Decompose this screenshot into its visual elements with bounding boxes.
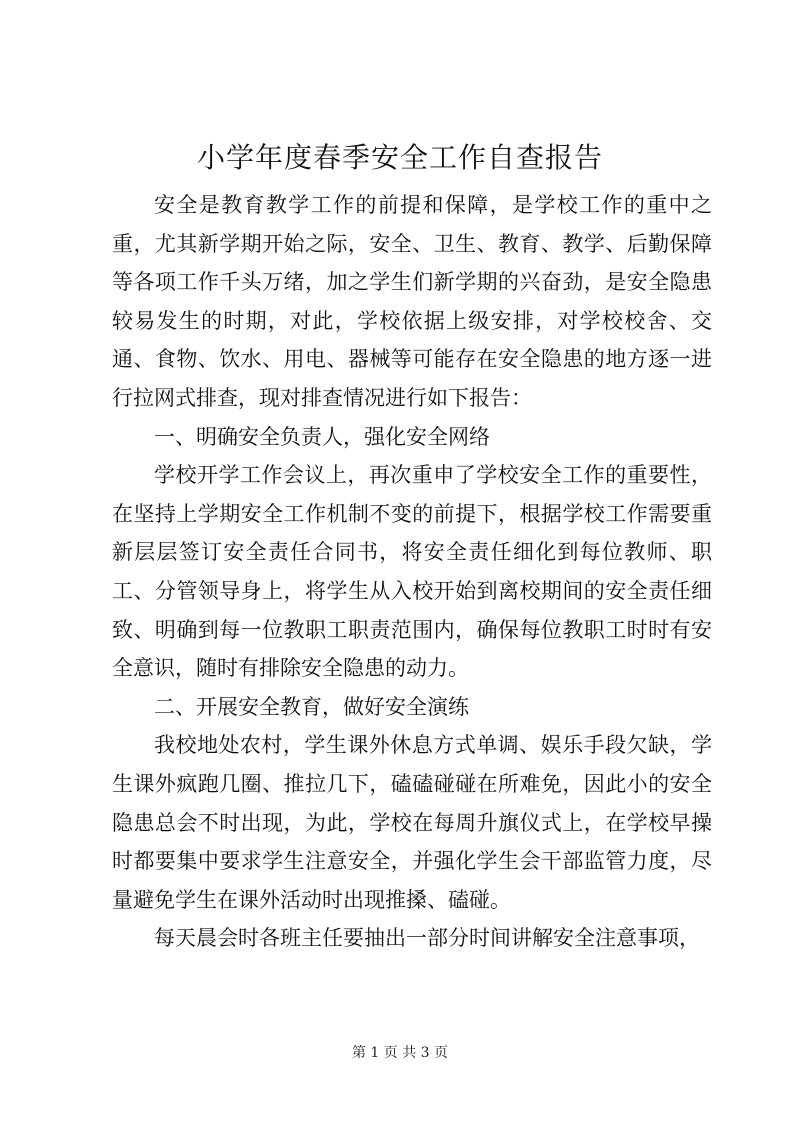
paragraph-section-2-cont: 每天晨会时各班主任要抽出一部分时间讲解安全注意事项， (154, 926, 700, 951)
document-title: 小学年度春季安全工作自查报告 (196, 141, 603, 174)
paragraph-section-1: 学校开学工作会议上，再次重申了学校安全工作的重要性，在坚持上学期安全工作机制不变的前提下，根据学校工作需要重新层层签订安全责任合同书，将安全责任细化到每位教师、职工、分管领导身上，将学生从入校开始到离校期间的安全责任细致、明确到每一位教职工职责范围内，确保每位教职工时时有安全意识，随时有排除安全隐患的动力。 (112, 463, 712, 681)
page-number-footer: 第 1 页 共 3 页 (351, 1045, 449, 1061)
paragraph-intro: 安全是教育教学工作的前提和保障，是学校工作的重中之重，尤其新学期开始之际，安全、卫生、教育、教学、后勤保障等各项工作千头万绪，加之学生们新学期的兴奋劲，是安全隐患较易发生的时期，对此，学校依据上级安排，对学校校舍、交通、食物、饮水、用电、器械等可能存在安全隐患的地方逐一进行拉网式排查，现对排查情况进行如下报告： (112, 193, 712, 410)
paragraph-section-2: 我校地处农村，学生课外休息方式单调、娱乐手段欠缺，学生课外疯跑几圈、推拉几下，磕磕碰碰在所难免，因此小的安全隐患总会不时出现，为此，学校在每周升旗仪式上，在学校早操时都要集中要求学生注意安全，并强化学生会干部监管力度，尽量避免学生在课外活动时出现推搡、磕碰。 (112, 733, 712, 912)
section-heading-1: 一、明确安全负责人，强化安全网络 (154, 424, 490, 449)
document-body (112, 186, 712, 958)
section-heading-2: 二、开展安全教育，做好安全演练 (154, 694, 469, 719)
